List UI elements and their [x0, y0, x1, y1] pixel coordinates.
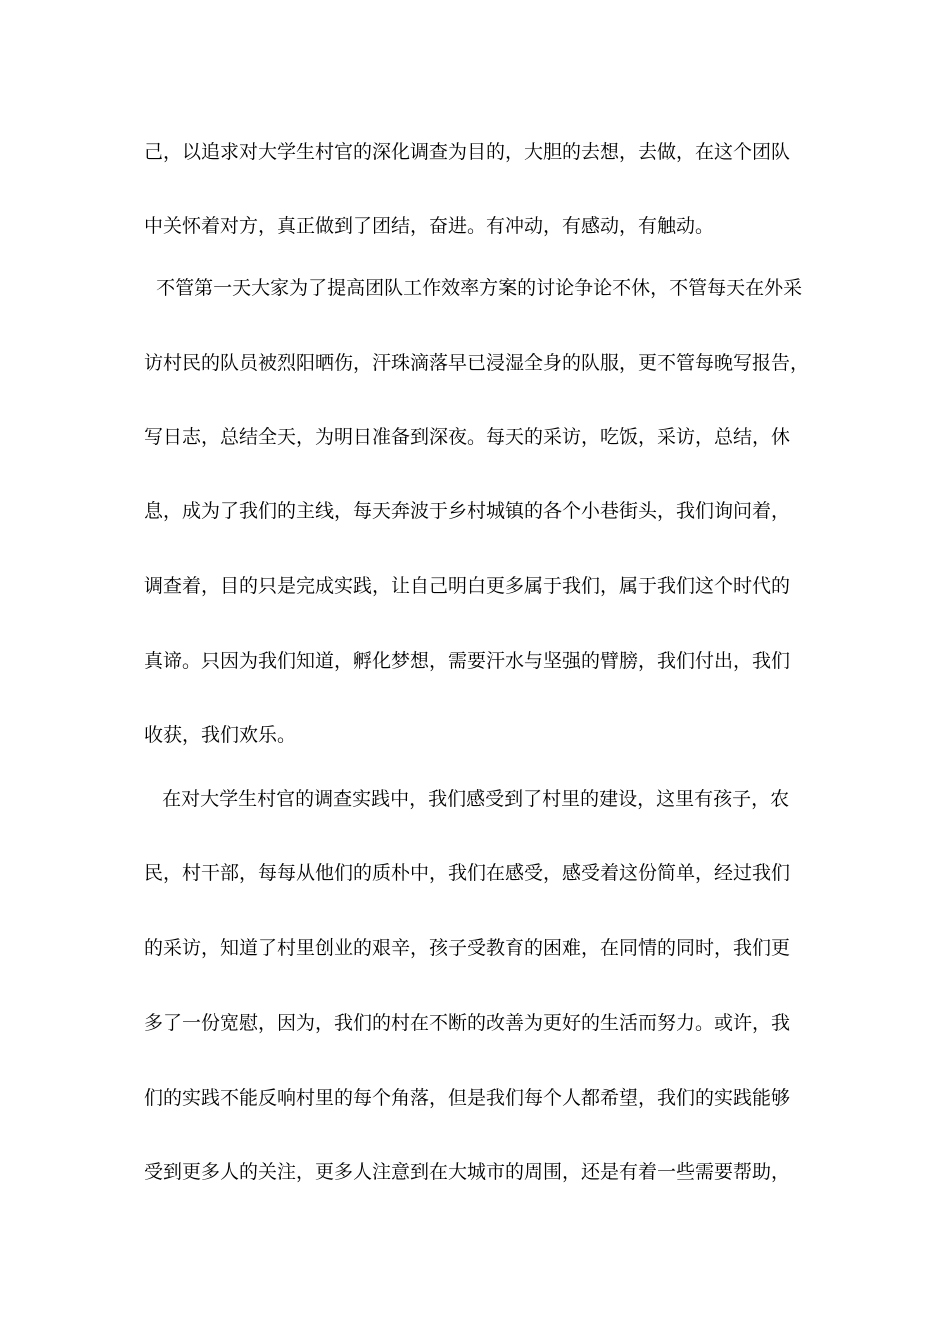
- text-line-14: 们的实践不能反响村里的每个角落，但是我们每个人都希望，我们的实践能够: [144, 1087, 791, 1109]
- text-line-13: 多了一份宽慰，因为，我们的村在不断的改善为更好的生活而努力。或许，我: [144, 1012, 791, 1034]
- text-line-2: 中关怀着对方，真正做到了团结，奋进。有冲动，有感动，有触动。: [144, 215, 715, 237]
- text-line-1: 己，以追求对大学生村官的深化调查为目的，大胆的去想，去做，在这个团队: [144, 141, 791, 163]
- text-line-15: 受到更多人的关注，更多人注意到在大城市的周围，还是有着一些需要帮助，: [144, 1161, 791, 1183]
- text-line-6: 息，成为了我们的主线，每天奔波于乡村城镇的各个小巷街头，我们询问着，: [144, 500, 791, 522]
- text-line-4: 访村民的队员被烈阳晒伤，汗珠滴落早已浸湿全身的队服，更不管每晚写报告，: [144, 352, 810, 374]
- text-line-8: 真谛。只因为我们知道，孵化梦想，需要汗水与坚强的臂膀，我们付出，我们: [144, 650, 791, 672]
- text-line-12: 的采访，知道了村里创业的艰辛，孩子受教育的困难，在同情的同时，我们更: [144, 937, 791, 959]
- text-line-3: 不管第一天大家为了提高团队工作效率方案的讨论争论不休，不管每天在外采: [144, 277, 803, 299]
- text-line-5: 写日志，总结全天，为明日准备到深夜。每天的采访，吃饭，采访，总结，休: [144, 426, 791, 448]
- text-line-9: 收获，我们欢乐。: [144, 724, 297, 746]
- text-line-10: 在对大学生村官的调查实践中，我们感受到了村里的建设，这里有孩子，农: [144, 788, 790, 810]
- text-line-11: 民，村干部，每每从他们的质朴中，我们在感受，感受着这份简单，经过我们: [144, 862, 791, 884]
- text-line-7: 调查着，目的只是完成实践，让自己明白更多属于我们，属于我们这个时代的: [144, 575, 791, 597]
